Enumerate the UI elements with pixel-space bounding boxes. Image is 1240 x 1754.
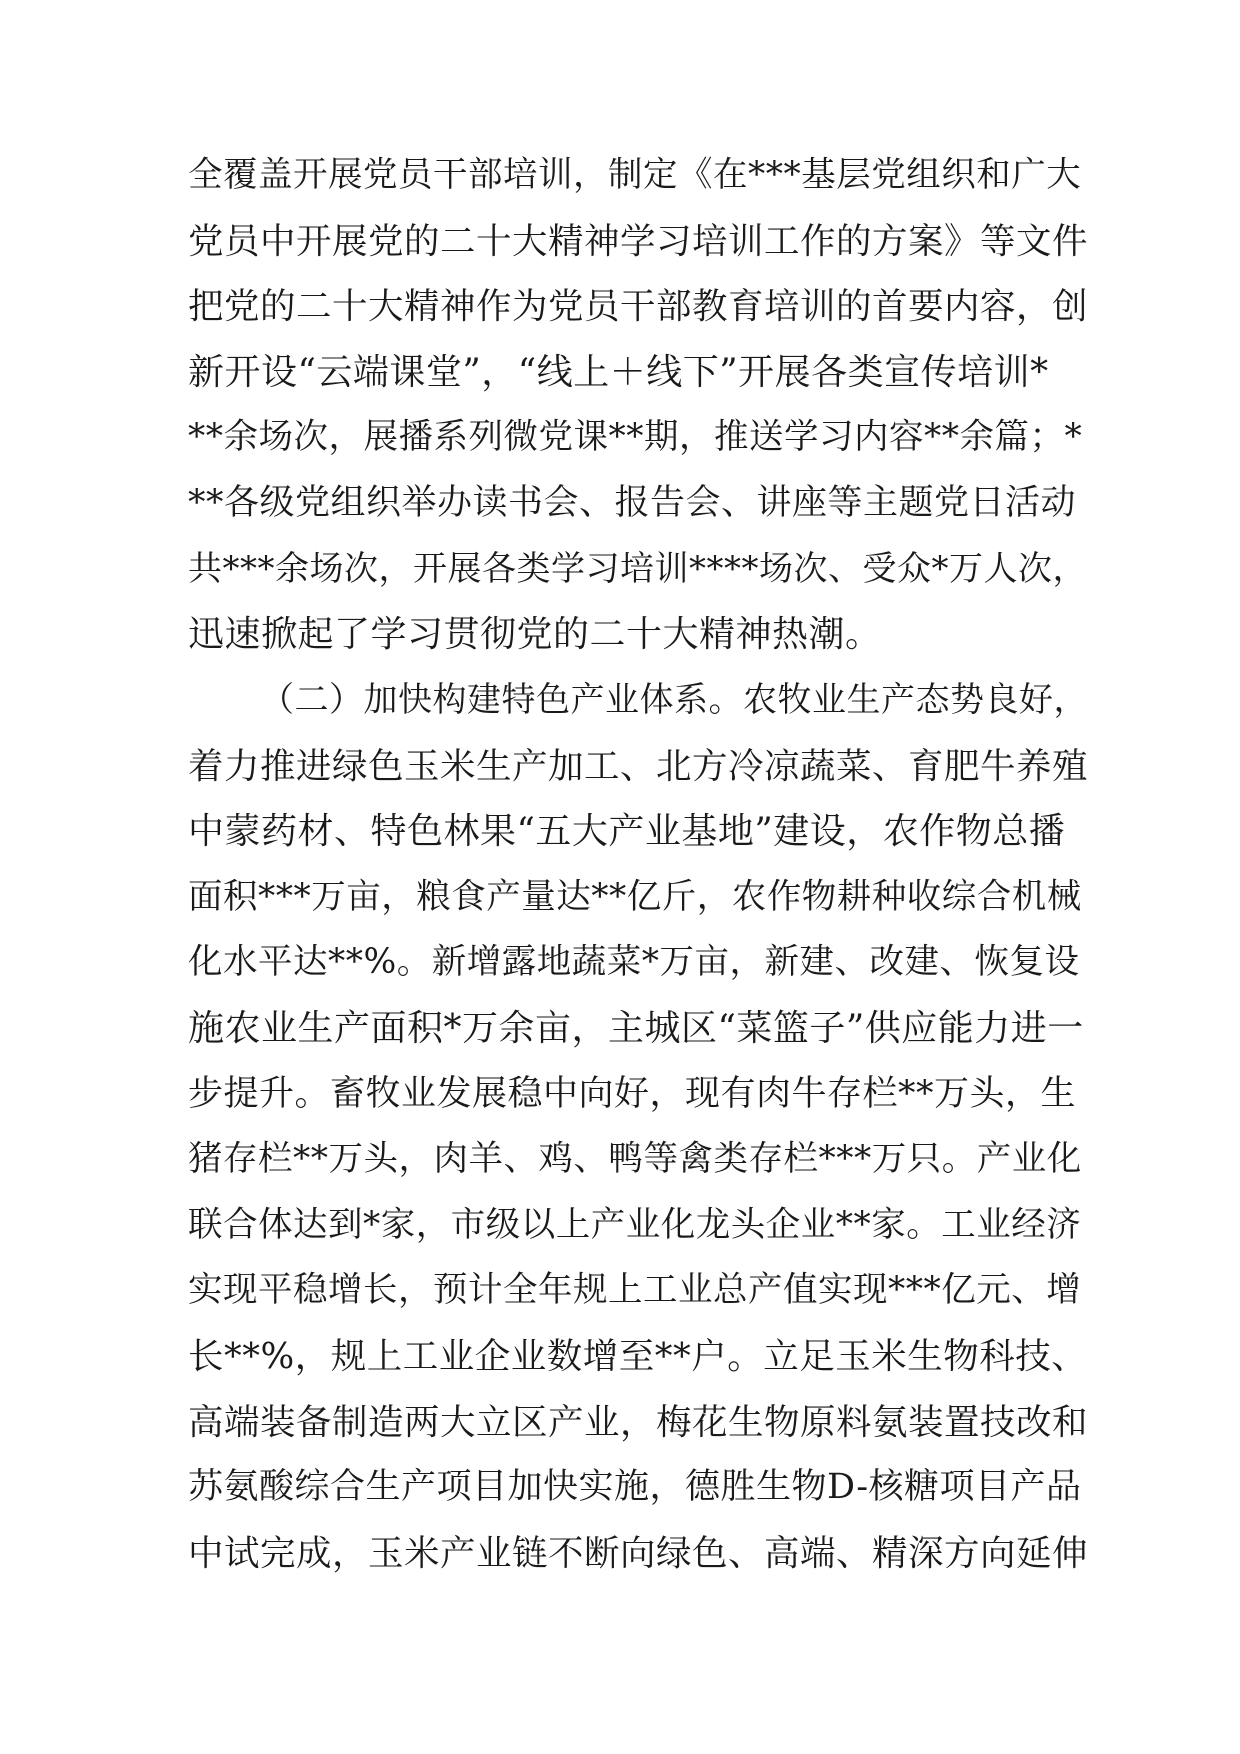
text-line: 中试完成，玉米产业链不断向绿色、高端、精深方向延伸 xyxy=(188,1532,1089,1574)
text-line: 党员中开展党的二十大精神学习培训工作的方案》等文件 xyxy=(188,220,1089,262)
text-line: 迅速掀起了学习贯彻党的二十大精神热潮。 xyxy=(188,614,882,656)
text-line: 步提升。畜牧业发展稳中向好，现有肉牛存栏**万头，生 xyxy=(188,1073,1077,1114)
text-line: 施农业生产面积*万余亩，主城区“菜篮子”供应能力进一 xyxy=(188,1007,1084,1049)
text-line: 面积***万亩，粮食产量达**亿斤，农作物耕种收综合机械 xyxy=(188,876,1082,917)
text-line: 全覆盖开展党员干部培训，制定《在***基层党组织和广大 xyxy=(188,155,1082,195)
text-line: 实现平稳增长，预计全年规上工业总产值实现***亿元、增 xyxy=(188,1270,1082,1311)
text-line: 化水平达**%。新增露地蔬菜*万亩，新建、改建、恢复设 xyxy=(188,942,1080,983)
text-line: **各级党组织举办读书会、报告会、讲座等主题党日活动 xyxy=(188,482,1077,523)
text-line: 长**%，规上工业企业数增至**户。立足玉米生物科技、 xyxy=(188,1335,1088,1377)
text-line: 中蒙药材、特色林果“五大产业基地”建设，农作物总播 xyxy=(188,811,1066,853)
text-line: 把党的二十大精神作为党员干部教育培训的首要内容，创 xyxy=(188,286,1089,328)
text-line: 共***余场次，开展各类学习培训****场次、受众*万人次， xyxy=(188,548,1087,589)
text-line: 苏氨酸综合生产项目加快实施，德胜生物D-核糖项目产品 xyxy=(188,1467,1082,1508)
text-line: 新开设“云端课堂”，“线上＋线下”开展各类宣传培训* xyxy=(188,351,1049,393)
text-line: 高端装备制造两大立区产业，梅花生物原料氨装置技改和 xyxy=(188,1401,1089,1443)
text-line: **余场次，展播系列微党课**期，推送学习内容**余篇；* xyxy=(188,417,1083,458)
text-line: 猪存栏**万头，肉羊、鸡、鸭等禽类存栏***万只。产业化 xyxy=(188,1139,1082,1180)
text-line: 联合体达到*家，市级以上产业化龙头企业**家。工业经济 xyxy=(188,1204,1082,1245)
paragraph-continued xyxy=(188,143,1088,668)
paragraph-section-two xyxy=(188,668,1088,1586)
section-heading-line: （二）加快构建特色产业体系。农牧业生产态势良好， xyxy=(260,680,1088,720)
text-line: 着力推进绿色玉米生产加工、北方冷凉蔬菜、育肥牛养殖 xyxy=(188,745,1089,787)
